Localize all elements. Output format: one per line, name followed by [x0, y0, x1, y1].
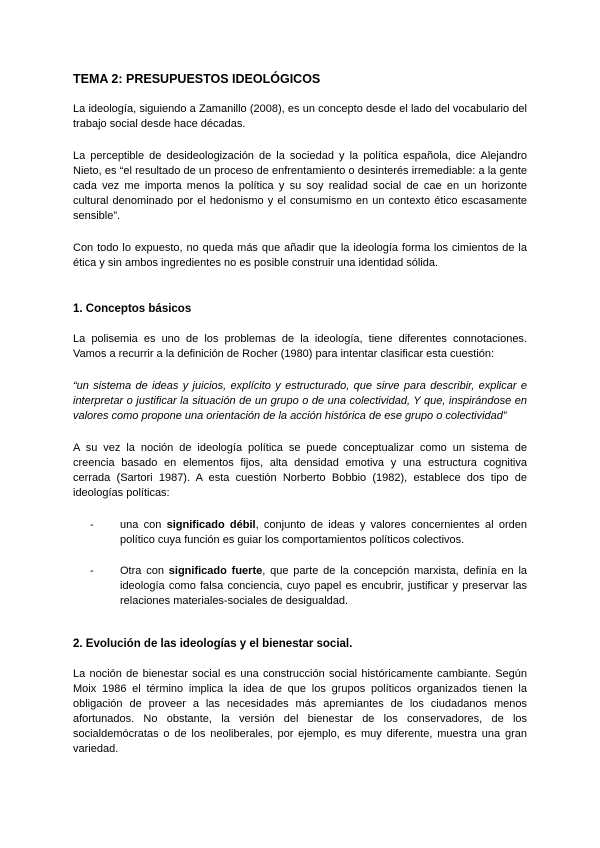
list-item-text-post: , conjunto de ideas y valores concernientes al orden político cuya función es guiar los comportamientos políticos colectivos.: [120, 519, 527, 546]
list-item-text-post: , que parte de la concepción marxista, definía en la ideología como falsa conciencia, cuyo papel es encubrir, justificar y preservar las relaciones materiales-sociales de desigualdad.: [120, 565, 527, 607]
section-1-paragraph-1: La polisemia es uno de los problemas de la ideología, tiene diferentes connotaciones. Vamos a recurrir a la definición de Rocher (1980) para intentar clasificar esta cuestión:: [73, 333, 527, 360]
list-item-term: significado débil: [166, 519, 256, 531]
intro-paragraph-2: La perceptible de desideologización de la sociedad y la política española, dice Alejandro Nieto, es “el resultado de un proceso de enfrentamiento o desinterés irremediable: a la gente cada vez me importa menos la política y su soy realidad social de cae en un horizonte cultural denominado por el hedonismo y el consumismo en un contexto ético escasamente sensible”.: [73, 150, 527, 222]
page-title: TEMA 2: PRESUPUESTOS IDEOLÓGICOS: [73, 72, 321, 86]
intro-paragraph-1: La ideología, siguiendo a Zamanillo (2008), es un concepto desde el lado del vocabulario del trabajo social desde hace décadas.: [73, 103, 527, 130]
dash-bullet: -: [90, 565, 94, 577]
intro-paragraph-3: Con todo lo expuesto, no queda más que añadir que la ideología forma los cimientos de la ética y sin ambos ingredientes no es posible construir una identidad sólida.: [73, 242, 527, 269]
ideology-types-list: [73, 518, 527, 609]
list-item: [73, 518, 527, 548]
section-2-paragraph-1: La noción de bienestar social es una construcción social históricamente cambiante. Según Moix 1986 el término implica la idea de que los grupos políticos organizados tienen la obligación de proveer a las necesidades más apremiantes de los ciudadanos menos afortunados. No obstante, la versión del bienestar de los conservadores, de los socialdemócratas o de los neoliberales, por ejemplo, es muy diferente, muestra una gran variedad.: [73, 668, 527, 755]
list-item: [73, 564, 527, 609]
list-item-text-pre: Otra con: [120, 565, 169, 577]
dash-bullet: -: [90, 519, 94, 531]
section-1-paragraph-2: A su vez la noción de ideología política se puede conceptualizar como un sistema de creencia basado en elementos fijos, alta densidad emotiva y una estructura cognitiva cerrada (Sartori 1987). A esta cuestión Norberto Bobbio (1982), establece dos tipo de ideologías políticas:: [73, 442, 527, 499]
section-2-heading: 2. Evolución de las ideologías y el bienestar social.: [73, 638, 353, 650]
section-1-quote: “un sistema de ideas y juicios, explícito y estructurado, que sirve para describir, explicar e interpretar o justificar la situación de un grupo o de una colectividad, Y que, inspirándose en valores como propone una orientación de la acción histórica de ese grupo o colectividad”: [73, 380, 527, 422]
list-item-term: significado fuerte: [168, 565, 263, 577]
list-item-text-pre: una con: [120, 519, 167, 531]
section-1-heading: 1. Conceptos básicos: [73, 303, 192, 315]
